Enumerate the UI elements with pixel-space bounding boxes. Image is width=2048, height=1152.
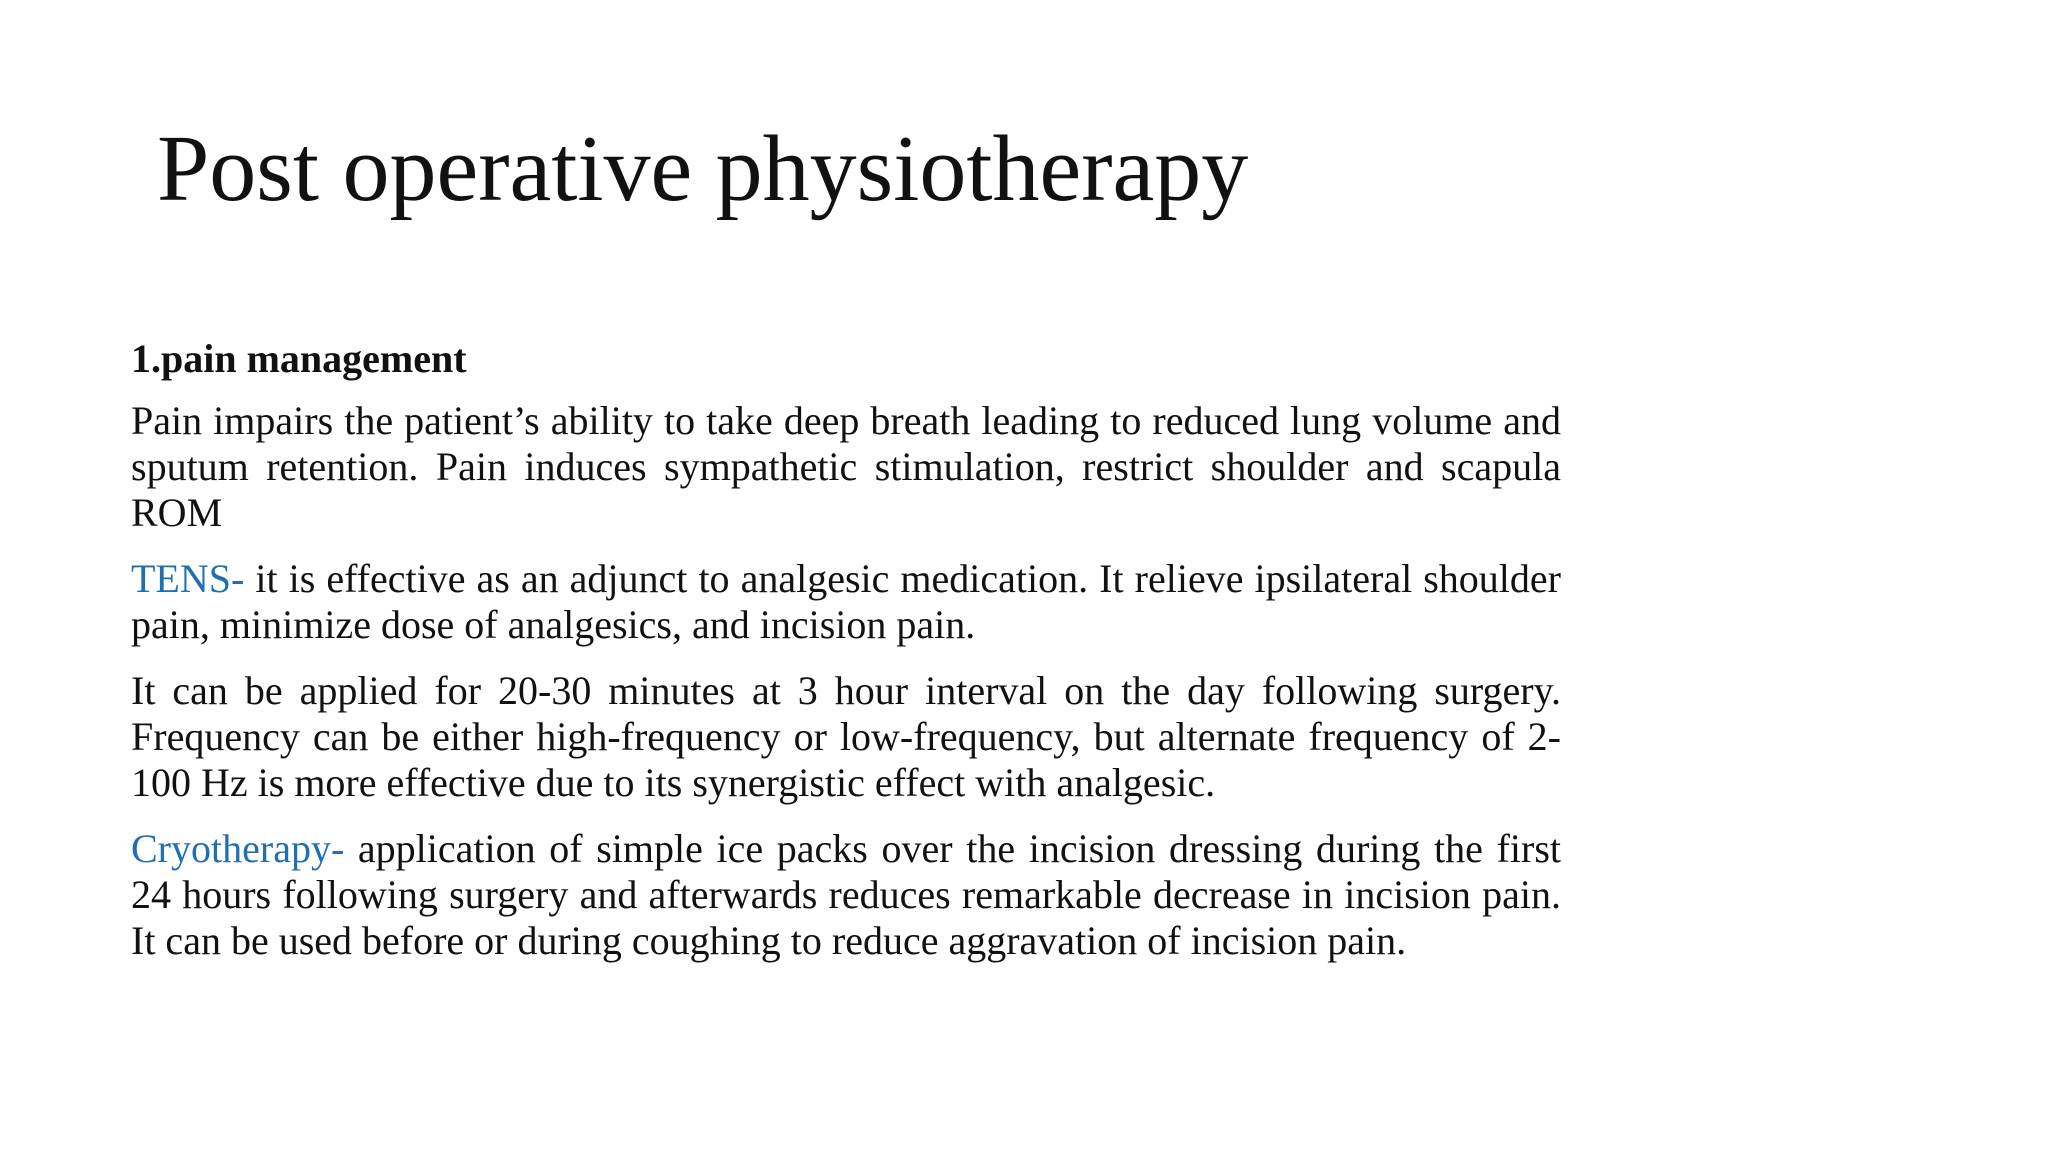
- paragraph-application: [131, 668, 1561, 806]
- paragraph-text: Pain impairs the patient’s ability to take deep breath leading to reduced lung volume and sputum retention. Pain induces sympathetic stimulation, restrict shoulder and scapula ROM: [131, 398, 1561, 535]
- term-cryotherapy: Cryotherapy-: [131, 826, 345, 871]
- paragraph-tens: [131, 556, 1561, 648]
- term-tens: TENS-: [131, 556, 245, 601]
- paragraph-cryotherapy: [131, 826, 1561, 964]
- paragraph-text: it is effective as an adjunct to analgesic medication. It relieve ipsilateral shoulder pain, minimize dose of analgesics, and incision pain.: [131, 556, 1561, 647]
- paragraph-text: It can be applied for 20-30 minutes at 3 hour interval on the day following surgery. Frequency can be either high-frequency or low-frequency, but alternate frequency of 2-100 Hz is more effective due to its synergistic effect with analgesic.: [131, 668, 1561, 805]
- paragraph-text: application of simple ice packs over the incision dressing during the first 24 hours following surgery and afterwards reduces remarkable decrease in incision pain. It can be used before or during coughing to reduce aggravation of incision pain.: [131, 826, 1561, 963]
- section-heading: 1.pain management: [131, 336, 467, 381]
- paragraph-pain-effects: [131, 398, 1561, 536]
- slide-body: [131, 336, 1561, 984]
- slide-title: Post operative physiotherapy: [157, 117, 1249, 221]
